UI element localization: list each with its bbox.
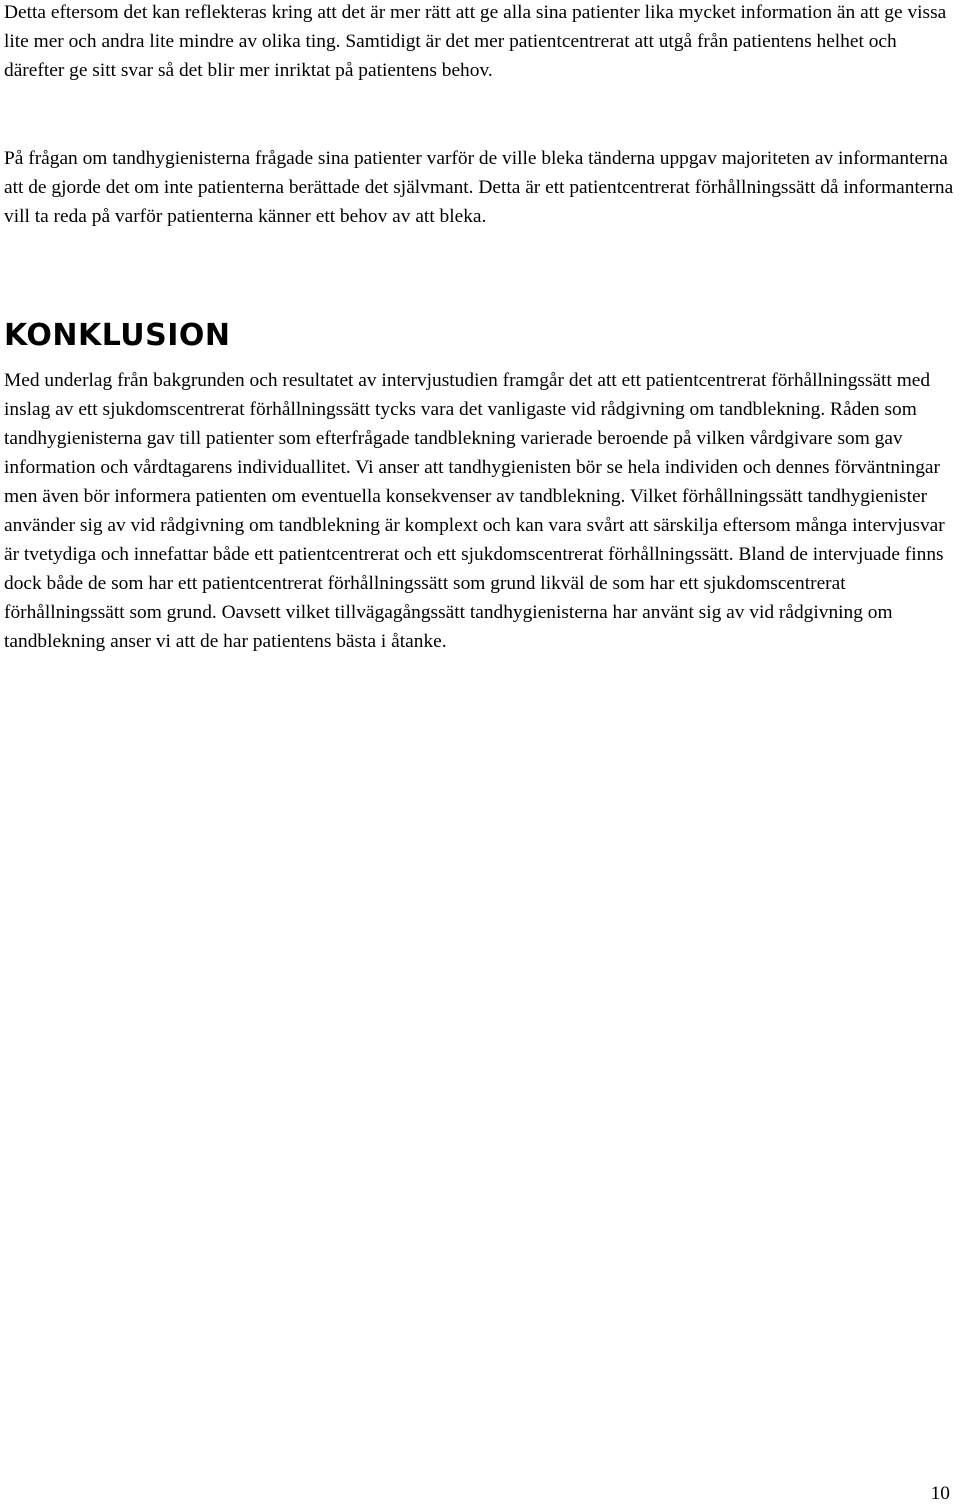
body-paragraph-2: På frågan om tandhygienisterna frågade sina patienter varför de ville bleka tänderna uppgav majoriteten av informanterna att de gjorde det om inte patienterna berättade det självmant. Detta är ett patientcentrerat förhållningssätt då informanterna vill ta reda på varför patienterna känner ett behov av att bleka. xyxy=(4,148,954,227)
conclusion-paragraph: Med underlag från bakgrunden och resultatet av intervjustudien framgår det att ett patientcentrerat förhållningssätt med inslag av ett sjukdomscentrerat förhållningssätt tycks vara det vanligaste vid rådgivning om tandblekning. Råden som tandhygienisterna gav till patienter som efterfrågade tandblekning varierade beroende på vilken vårdgivare som gav information och vårdtagarens individuallitet. Vi anser att tandhygienisten bör se hela individen och dennes förväntningar men även bör informera patienten om eventuella konsekvenser av tandblekning. Vilket förhållningssätt tandhygienister använder sig av vid rådgivning om tandblekning är komplext och kan vara svårt att särskilja eftersom många intervjusvar är tvetydiga och innefattar både ett patientcentrerat och ett sjukdomscentrerat förhållningssätt. Bland de intervjuade finns dock både de som har ett patientcentrerat förhållningssätt som grund likväl de som har ett sjukdomscentrerat förhållningssätt som grund. Oavsett vilket tillvägagångssätt tandhygienisterna har använt sig av vid rådgivning om tandblekning anser vi att de har patientens bästa i åtanke. xyxy=(4,370,945,652)
body-paragraph-1: Detta eftersom det kan reflekteras kring att det är mer rätt att ge alla sina patienter lika mycket information än att ge vissa lite mer och andra lite mindre av olika ting. Samtidigt är det mer patientcentrerat att utgå från patientens helhet och därefter ge sitt svar så det blir mer inriktat på patientens behov. xyxy=(4,2,947,81)
page-number: 10 xyxy=(930,1483,950,1504)
document-page xyxy=(4,0,956,1509)
section-heading-konklusion: KONKLUSION xyxy=(4,318,231,353)
